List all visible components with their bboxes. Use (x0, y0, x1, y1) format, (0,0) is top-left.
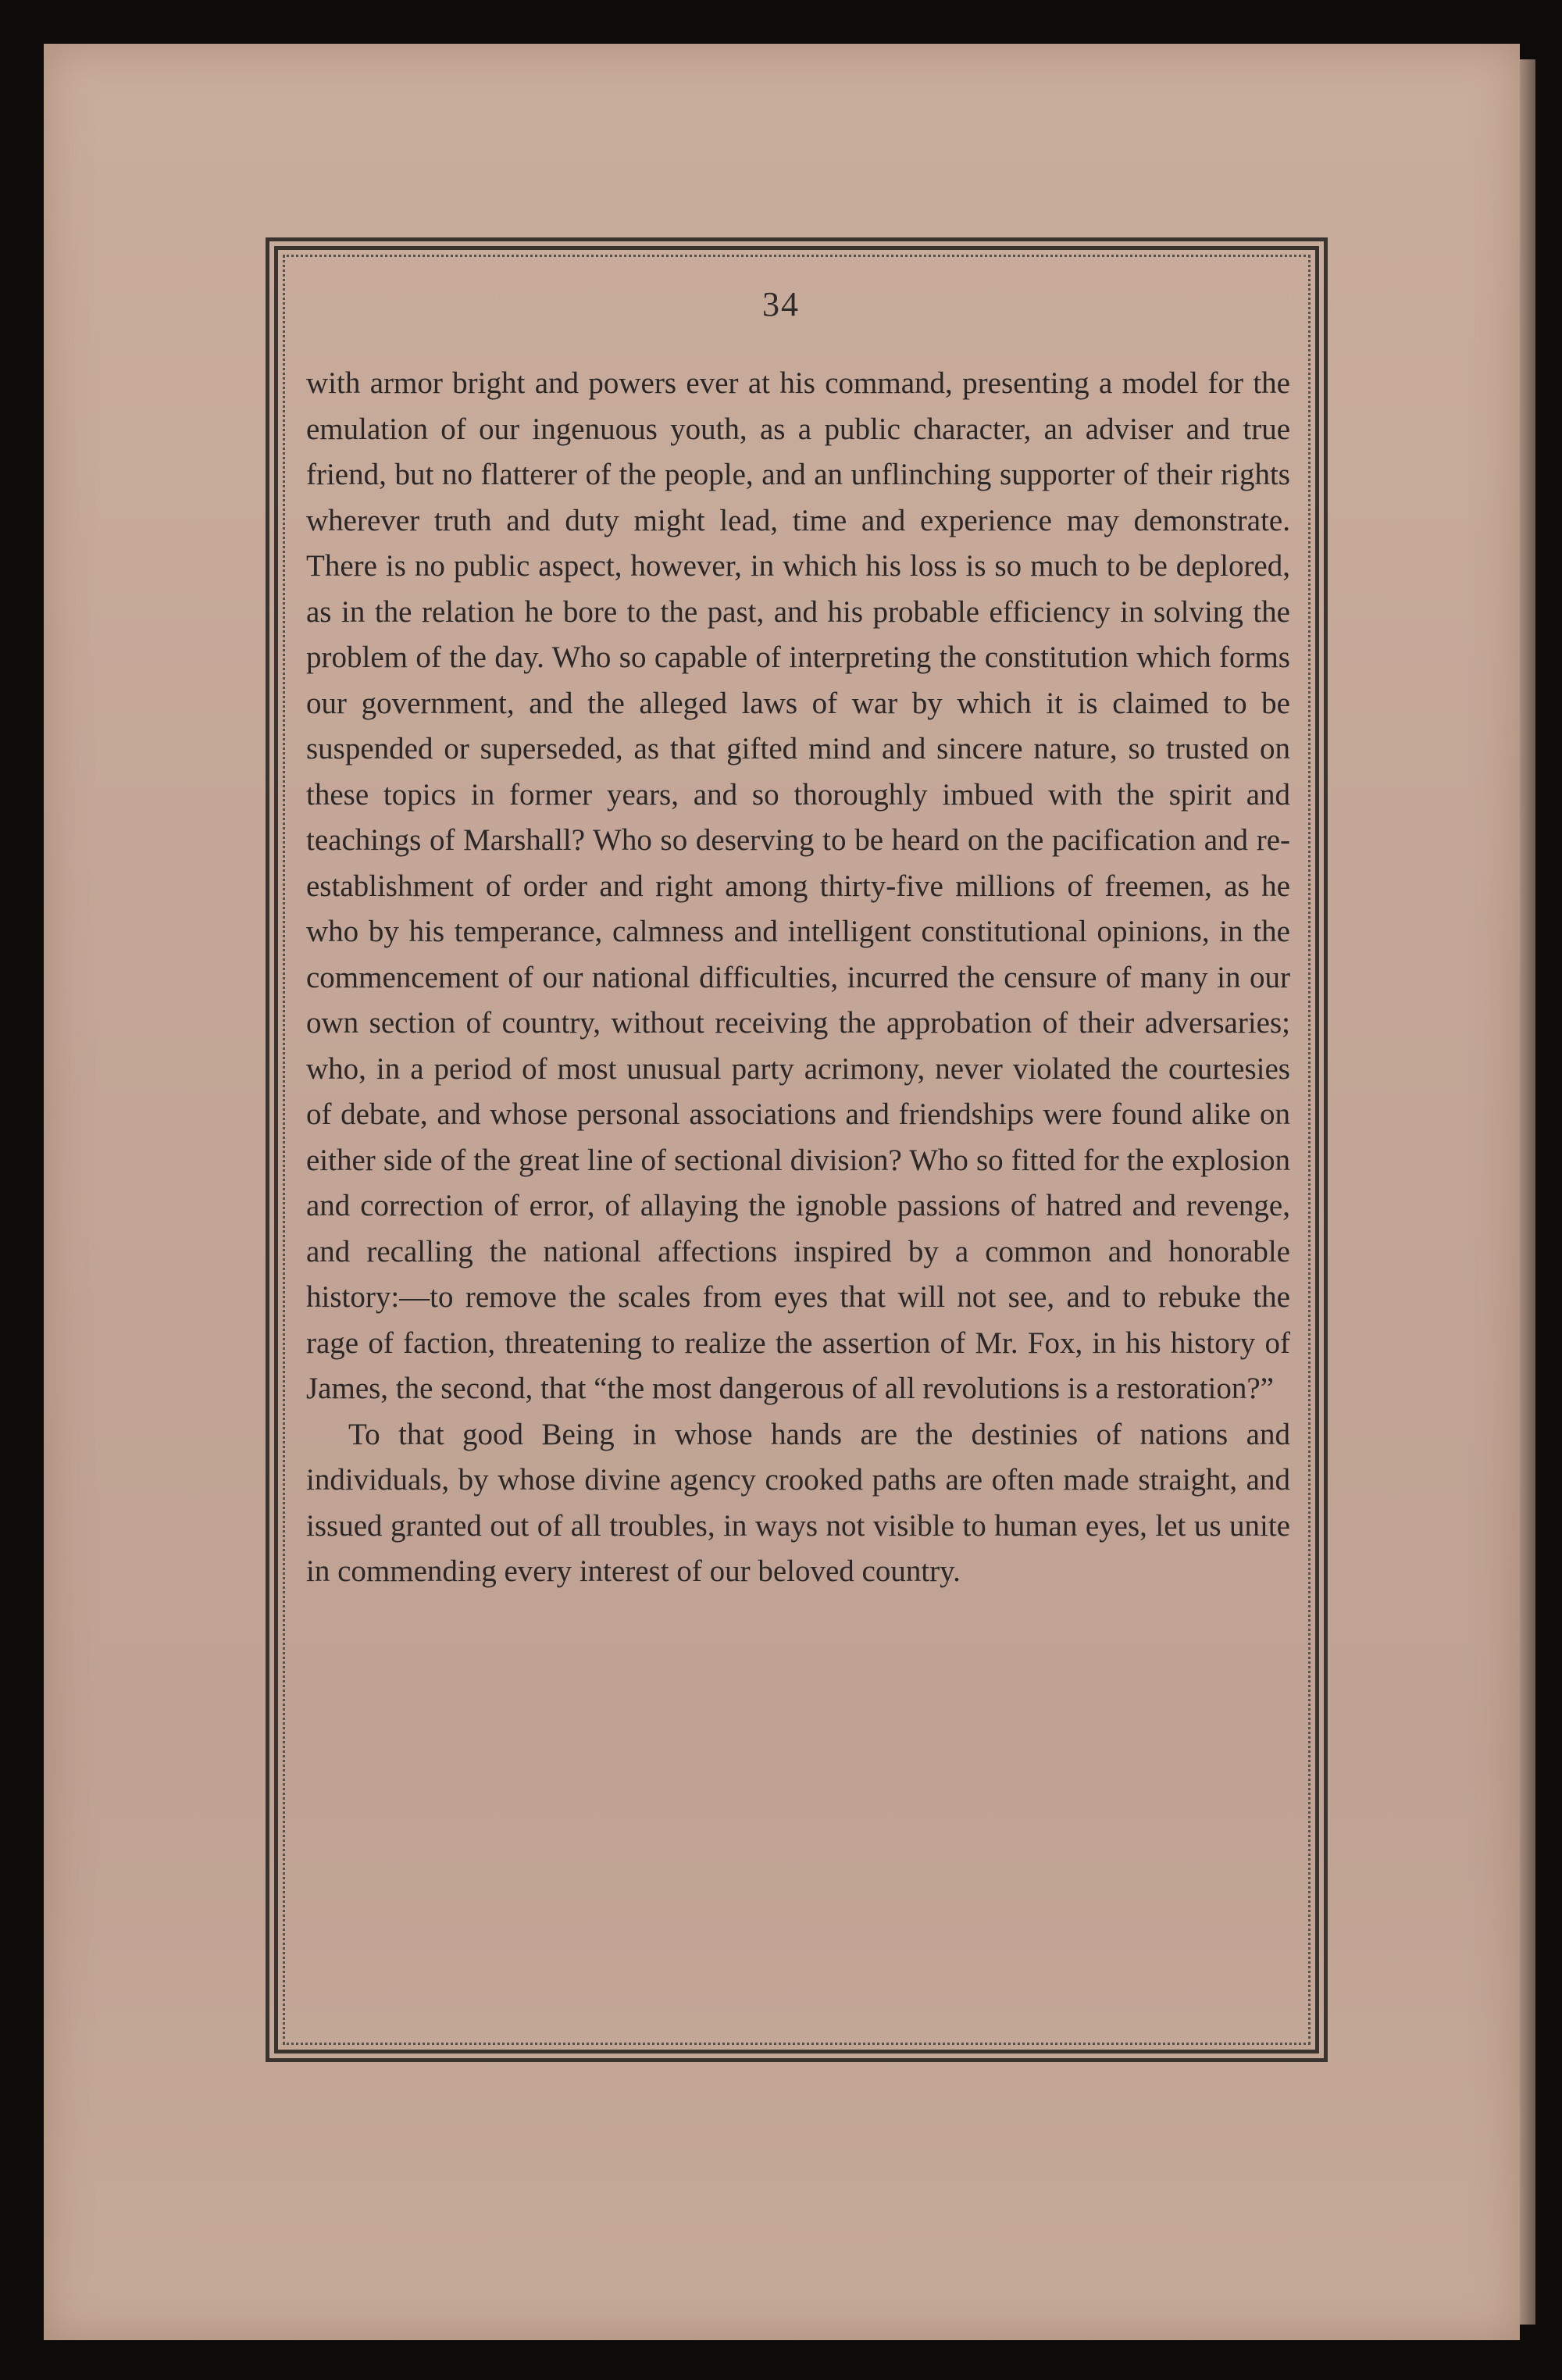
paragraph-1: with armor bright and powers ever at his command, presenting a model for the emulation of our ingenuous youth, as a public character, an adviser and true friend, but no flatterer of the people, and an unflinching supporter of their rights wherever truth and duty might lead, time and experience may demonstrate. There is no public aspect, however, in which his loss is so much to be deplored, as in the relation he bore to the past, and his probable efficiency in solving the problem of the day. Who so capable of interpreting the constitution which forms our government, and the alleged laws of war by which it is claimed to be suspended or superseded, as that gifted mind and sincere nature, so trusted on these topics in former years, and so thoroughly imbued with the spirit and teachings of Marshall? Who so deserving to be heard on the pacification and re-establishment of order and right among thirty-five millions of freemen, as he who by his temperance, calmness and intelligent constitutional opinions, in the commencement of our national difficulties, incurred the censure of many in our own section of country, without receiving the approbation of their adversaries; who, in a period of most unusual party acrimony, never violated the courtesies of debate, and whose personal associations and friendships were found alike on either side of the great line of sectional division? Who so fitted for the explosion and correction of error, of allaying the ignoble passions of hatred and revenge, and recalling the national affections inspired by a common and honorable history:—to remove the scales from eyes that will not see, and to rebuke the rage of faction, threatening to realize the assertion of Mr. Fox, in his history of James, the second, that “the most dangerous of all revolutions is a restoration?” (306, 366, 1290, 1405)
paper-edge (1520, 59, 1535, 2325)
paragraph-2: To that good Being in whose hands are the destinies of nations and individuals, by whose divine agency crooked paths are often made straight, and issued granted out of all troubles, in ways not visible to human eyes, let us unite in commending every interest of our beloved country. (306, 1417, 1290, 1588)
body-text (306, 361, 1290, 1595)
page-number: 34 (762, 285, 800, 323)
